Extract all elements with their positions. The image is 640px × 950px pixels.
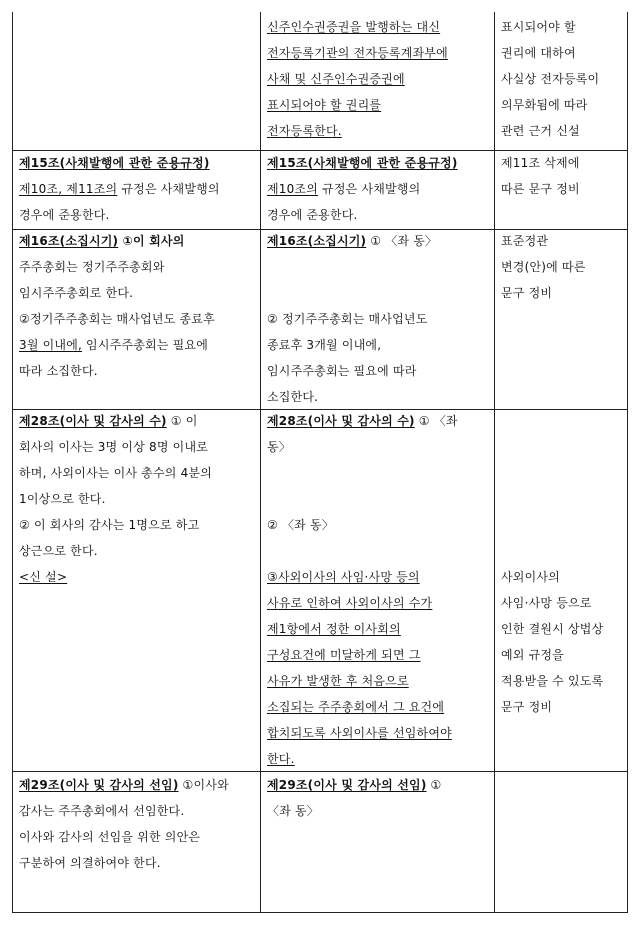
text-line: 따라 소집한다. [19, 364, 98, 378]
text-line: 따른 문구 정비 [501, 182, 580, 196]
text-line: 1이상으로 한다. [19, 492, 106, 506]
text-line: 한다. [267, 752, 295, 766]
text-line: 제28조(이사 및 감사의 수) ① 이 [19, 414, 198, 428]
text-line: 사유가 발생한 후 처음으로 [267, 674, 409, 688]
text-line: 소집한다. [267, 390, 319, 404]
text-line: 상근으로 한다. [19, 544, 98, 558]
table-border-left [12, 12, 13, 913]
row-5-amended-text-cell [267, 12, 489, 913]
text-line: 권리에 대하여 [501, 46, 576, 60]
text-line: 신주인수권증권을 발행하는 대신 [267, 20, 441, 34]
text-line: 제28조(이사 및 감사의 수) ① 〈좌 [267, 414, 458, 428]
text-line: ② 〈좌 동〉 [267, 518, 334, 532]
text-line: ② 정기주주총회는 매사업년도 [267, 312, 428, 326]
text-line: 합치되도록 사외이사를 선임하여야 [267, 726, 452, 740]
row-5-current-text-cell [19, 12, 255, 913]
text-line: 관련 근거 신설 [501, 124, 580, 138]
text-line: 소집되는 주주총회에서 그 요건에 [267, 700, 445, 714]
text-line: 전자등록한다. [267, 124, 342, 138]
text-line: 감사는 주주총회에서 선임한다. [19, 804, 185, 818]
text-line: 동〉 [267, 440, 291, 454]
text-line: 제1항에서 정한 이사회의 [267, 622, 401, 636]
text-line: 사외이사의 [501, 570, 560, 584]
text-line: 제16조(소집시기) ① 〈좌 동〉 [267, 234, 438, 248]
text-line: 의무화됨에 따라 [501, 98, 588, 112]
text-line: 제15조(사채발행에 관한 준용규정) [19, 156, 210, 170]
text-line: 제10조, 제11조의 규정은 사채발행의 [19, 182, 220, 196]
text-line: 종료후 3개월 이내에, [267, 338, 382, 352]
text-line: 사실상 전자등록이 [501, 72, 600, 86]
column-divider-2 [494, 12, 495, 913]
text-line: 제10조의 규정은 사채발행의 [267, 182, 421, 196]
text-line: 회사의 이사는 3명 이상 8명 이내로 [19, 440, 209, 454]
table-border-right [627, 12, 628, 913]
text-line: 임시주주총회로 한다. [19, 286, 134, 300]
text-line: 제29조(이사 및 감사의 선임) ① [267, 778, 442, 792]
text-line: 구분하여 의결하여야 한다. [19, 856, 161, 870]
text-line: 하며, 사외이사는 이사 총수의 4분의 [19, 466, 212, 480]
amendment-comparison-table [12, 12, 628, 913]
text-line: 3월 이내에, 임시주주총회는 필요에 [19, 338, 208, 352]
text-line: 문구 정비 [501, 700, 553, 714]
text-line: 표준정관 [501, 234, 549, 248]
text-line: 경우에 준용한다. [19, 208, 110, 222]
text-line: 적용받을 수 있도록 [501, 674, 604, 688]
text-line: 주주총회는 정기주주총회와 [19, 260, 165, 274]
text-line: 표시되어야 할 권리를 [267, 98, 382, 112]
text-line: 경우에 준용한다. [267, 208, 358, 222]
text-line: 제15조(사채발행에 관한 준용규정) [267, 156, 458, 170]
text-line: <신 설> [19, 570, 68, 584]
text-line: 전자등록기관의 전자등록계좌부에 [267, 46, 448, 60]
text-line: ② 이 회사의 감사는 1명으로 하고 [19, 518, 200, 532]
text-line: 예외 규정을 [501, 648, 564, 662]
row-5-reason-text-cell [501, 12, 623, 913]
text-line: 사채 및 신주인수권증권에 [267, 72, 405, 86]
text-line: ③사외이사의 사임·사망 등의 [267, 570, 420, 584]
text-line: 이사와 감사의 선임을 위한 의안은 [19, 830, 201, 844]
text-line: 구성요건에 미달하게 되면 그 [267, 648, 421, 662]
text-line: ②정기주주총회는 매사업년도 종료후 [19, 312, 215, 326]
text-line: 제29조(이사 및 감사의 선임) ①이사와 [19, 778, 229, 792]
text-line: 임시주주총회는 필요에 따라 [267, 364, 417, 378]
text-line: 변경(안)에 따른 [501, 260, 586, 274]
text-line: 제16조(소집시기) ①이 회사의 [19, 234, 185, 248]
text-line: 〈좌 동〉 [267, 804, 319, 818]
text-line: 제11조 삭제에 [501, 156, 580, 170]
text-line: 사유로 인하여 사외이사의 수가 [267, 596, 433, 610]
text-line: 사임·사망 등으로 [501, 596, 592, 610]
text-line: 인한 결원시 상법상 [501, 622, 604, 636]
text-line: 표시되어야 할 [501, 20, 576, 34]
text-line: 문구 정비 [501, 286, 553, 300]
column-divider-1 [260, 12, 261, 913]
